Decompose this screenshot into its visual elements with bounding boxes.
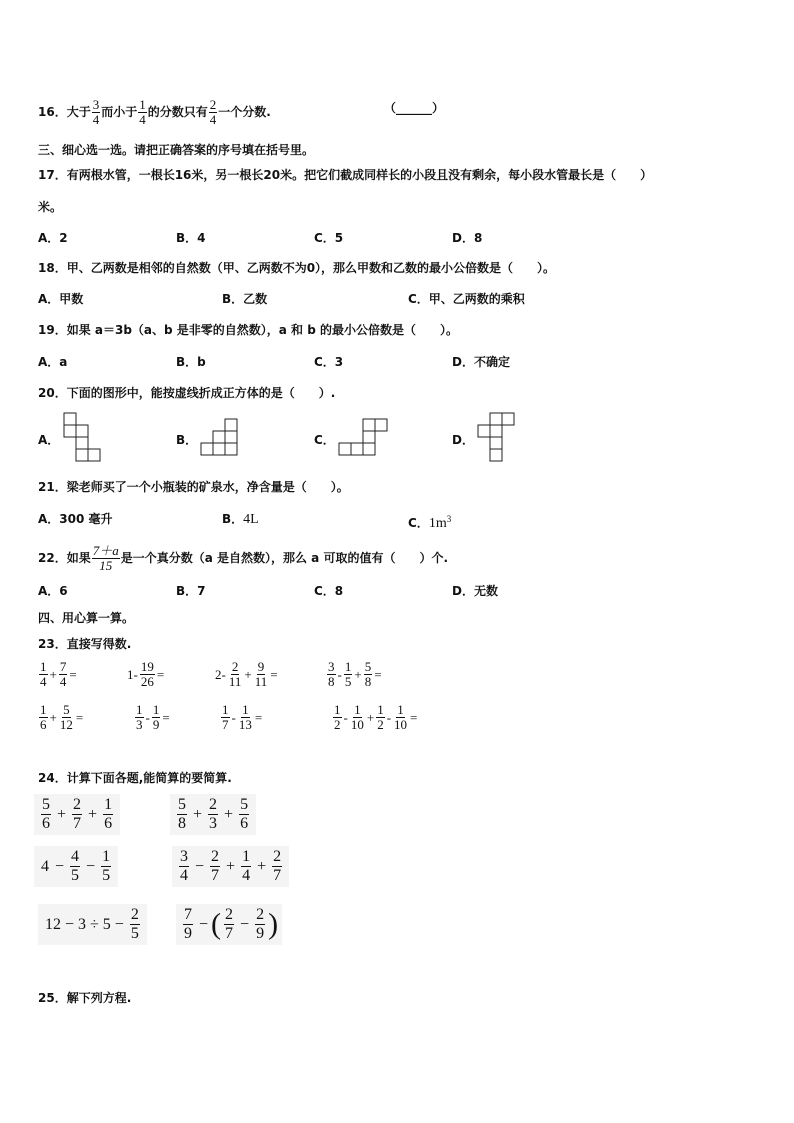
answer-blank[interactable]: （______） xyxy=(384,101,445,115)
expression-6: $\frac{1}{3}$ - $\frac{1}{9}$ = xyxy=(136,702,170,732)
option-b[interactable]: B．b xyxy=(176,355,206,369)
cube-net-c xyxy=(338,418,388,460)
option-a[interactable]: A． xyxy=(38,433,60,447)
question-18: 18．甲、乙两数是相邻的自然数（甲、乙两数不为0），那么甲数和乙数的最小公倍数是（ ）。 xyxy=(38,261,556,275)
expression-8: $\frac{1}{2}$ - $\frac{1}{10}$ + $\frac{1}{2}$ - $\frac{1}{10}$ = xyxy=(334,702,418,732)
section-4-heading: 四、用心算一算。 xyxy=(38,611,135,625)
problem-3: 4 − $\frac{4}{5}$ − $\frac{1}{5}$ xyxy=(34,846,118,887)
expression-2: 1- $\frac{19}{26}$ = xyxy=(127,659,165,689)
option-a[interactable]: A．6 xyxy=(38,584,68,598)
question-17-cont: 米。 xyxy=(38,200,63,214)
option-c[interactable]: C．3 xyxy=(314,355,344,369)
question-16: 16．大于 $\frac{3}{4}$ 而小于 $\frac{1}{4}$ 的分数只有 $\frac{2}{4}$ 一个分数. xyxy=(38,97,271,127)
cube-net-a xyxy=(63,412,103,466)
fraction: $\frac{3}{4}$ xyxy=(92,97,100,127)
problem-2: $\frac{5}{8}$ + $\frac{2}{3}$ + $\frac{5}{6}$ xyxy=(170,794,256,835)
problem-5: 12 − 3 ÷ 5 − $\frac{2}{5}$ xyxy=(38,904,147,945)
question-21: 21．梁老师买了一个小瓶装的矿泉水，净含量是（ ）。 xyxy=(38,480,349,494)
question-17: 17．有两根水管，一根长16米，另一根长20米。把它们截成同样长的小段且没有剩余，每小段水管最长是（ ） xyxy=(38,168,653,182)
cube-net-d xyxy=(477,412,517,466)
expression-5: $\frac{1}{6}$ + $\frac{5}{12}$ = xyxy=(40,702,84,732)
question-24-title: 24．计算下面各题,能简算的要简算. xyxy=(38,771,232,785)
option-a[interactable]: A．2 xyxy=(38,231,68,245)
section-3-heading: 三、细心选一选。请把正确答案的序号填在括号里。 xyxy=(38,143,315,157)
option-d[interactable]: D．8 xyxy=(452,231,483,245)
option-b[interactable]: B． xyxy=(176,433,198,447)
fraction: $\frac{1}{4}$ xyxy=(139,97,146,127)
problem-6: $\frac{7}{9}$ − ( $\frac{2}{7}$ − $\frac{2}{9}$ ) xyxy=(176,904,282,945)
question-23-title: 23．直接写得数. xyxy=(38,637,132,651)
option-a[interactable]: A．300 毫升 xyxy=(38,512,113,526)
option-c[interactable]: C．8 xyxy=(314,584,344,598)
option-a[interactable]: A．甲数 xyxy=(38,292,84,306)
expression-7: $\frac{1}{7}$ - $\frac{1}{13}$ = xyxy=(222,702,263,732)
option-c[interactable]: C．$1m^3$ xyxy=(408,514,452,531)
question-20: 20．下面的图形中，能按虚线折成正方体的是（ ）. xyxy=(38,386,336,400)
expression-1: $\frac{1}{4}$ + $\frac{7}{4}$ = xyxy=(40,659,77,689)
option-b[interactable]: B．乙数 xyxy=(222,292,268,306)
option-c[interactable]: C． xyxy=(314,433,335,447)
question-22: 22．如果 $\frac{7+a}{15}$ 是一个真分数（a 是自然数），那么 a 可取的值有（ ）个. xyxy=(38,543,449,573)
cube-net-b xyxy=(200,418,250,460)
question-25: 25．解下列方程. xyxy=(38,991,132,1005)
option-c[interactable]: C．5 xyxy=(314,231,344,245)
option-d[interactable]: D． xyxy=(452,433,474,447)
option-c[interactable]: C．甲、乙两数的乘积 xyxy=(408,292,525,306)
option-b[interactable]: B．4L xyxy=(222,512,259,527)
problem-1: $\frac{5}{6}$ + $\frac{2}{7}$ + $\frac{1}{6}$ xyxy=(34,794,120,835)
expression-4: $\frac{3}{8}$ - $\frac{1}{5}$ + $\frac{5}{8}$ = xyxy=(328,659,382,689)
expression-3: 2- $\frac{2}{11}$ + $\frac{9}{11}$ = xyxy=(215,659,278,689)
fraction: $\frac{7+a}{15}$ xyxy=(92,543,119,573)
option-a[interactable]: A．a xyxy=(38,355,68,369)
option-d[interactable]: D．不确定 xyxy=(452,355,510,369)
question-19: 19．如果 a＝3b（a、b 是非零的自然数），a 和 b 的最小公倍数是（ ）。 xyxy=(38,323,459,337)
option-b[interactable]: B．4 xyxy=(176,231,206,245)
problem-4: $\frac{3}{4}$ − $\frac{2}{7}$ + $\frac{1}{4}$ + $\frac{2}{7}$ xyxy=(172,846,289,887)
fraction: $\frac{2}{4}$ xyxy=(209,97,217,127)
option-b[interactable]: B．7 xyxy=(176,584,206,598)
option-d[interactable]: D．无数 xyxy=(452,584,498,598)
